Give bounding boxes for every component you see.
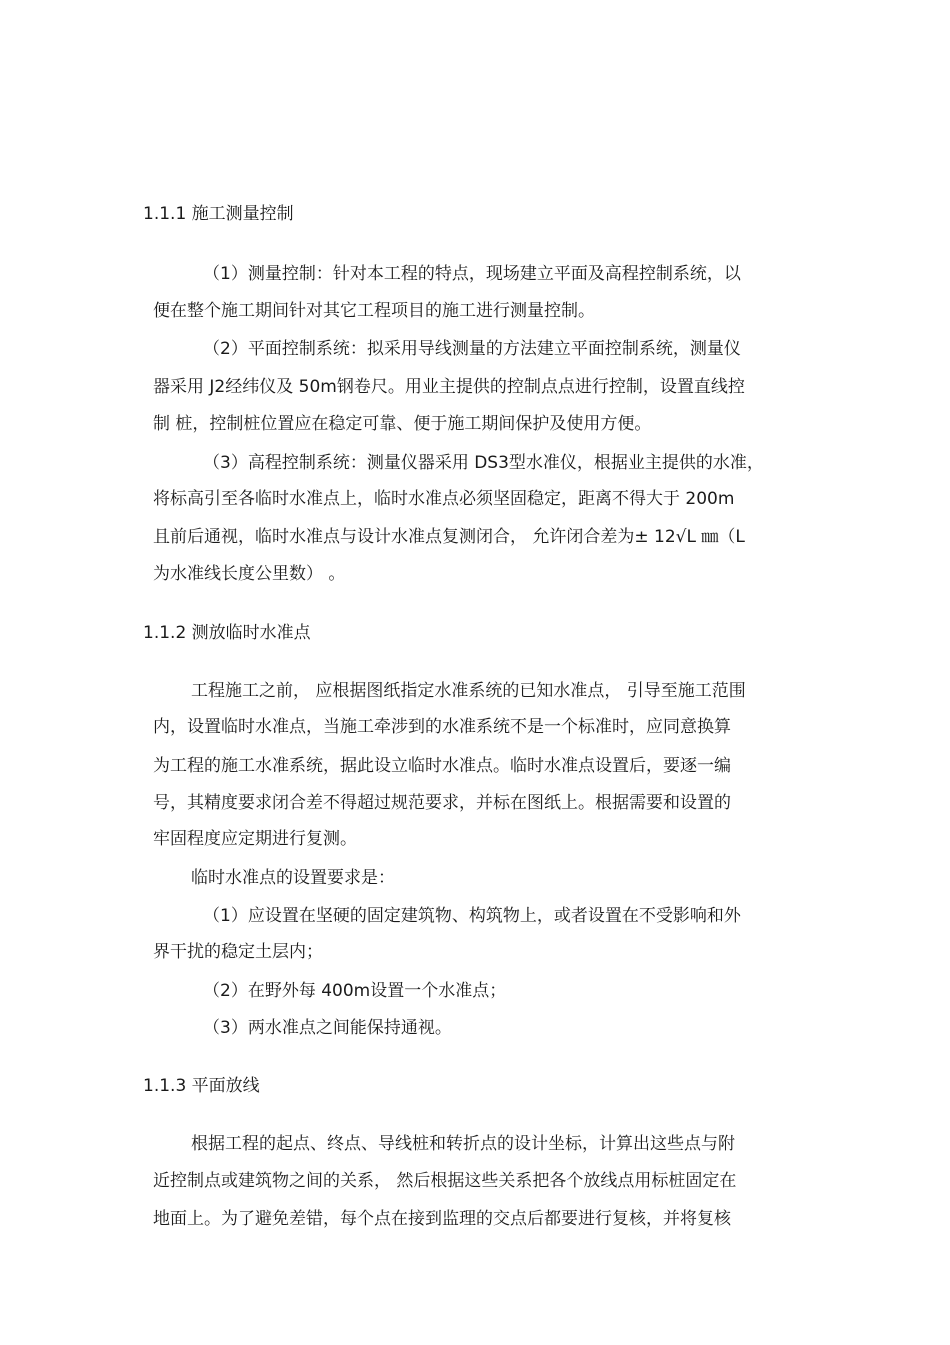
- paragraph-line: 地面上。为了避免差错，每个点在接到监理的交点后都要进行复核，并将复核: [153, 1209, 731, 1229]
- paragraph-line: 根据工程的起点、终点、导线桩和转折点的设计坐标，计算出这些点与附: [191, 1134, 735, 1154]
- paragraph-line: 内，设置临时水准点，当施工牵涉到的水准系统不是一个标准时，应同意换算: [153, 717, 731, 737]
- paragraph-line: 号，其精度要求闭合差不得超过规范要求，并标在图纸上。根据需要和设置的: [153, 793, 731, 813]
- paragraph-line: （1）测量控制：针对本工程的特点，现场建立平面及高程控制系统，以: [203, 264, 741, 284]
- paragraph-line: 牢固程度应定期进行复测。: [153, 829, 357, 849]
- paragraph-line: 为工程的施工水准系统，据此设立临时水准点。临时水准点设置后，要逐一编: [153, 756, 731, 776]
- heading-1-1-1: 1.1.1 施工测量控制: [143, 204, 294, 224]
- heading-1-1-2: 1.1.2 测放临时水准点: [143, 623, 311, 643]
- paragraph-line: 工程施工之前， 应根据图纸指定水准系统的已知水准点， 引导至施工范围: [191, 681, 746, 701]
- paragraph-line: 为水准线长度公里数） 。: [153, 564, 346, 584]
- paragraph-line: 便在整个施工期间针对其它工程项目的施工进行测量控制。: [153, 301, 595, 321]
- paragraph-line: （1）应设置在坚硬的固定建筑物、构筑物上，或者设置在不受影响和外: [203, 906, 741, 926]
- paragraph-line: 近控制点或建筑物之间的关系， 然后根据这些关系把各个放线点用标桩固定在: [153, 1171, 737, 1191]
- paragraph-line: 将标高引至各临时水准点上，临时水准点必须坚固稳定，距离不得大于 200m: [153, 489, 735, 509]
- paragraph-line: （2）平面控制系统：拟采用导线测量的方法建立平面控制系统，测量仪: [203, 339, 741, 359]
- heading-1-1-3: 1.1.3 平面放线: [143, 1076, 260, 1096]
- paragraph-line: 且前后通视，临时水准点与设计水准点复测闭合， 允许闭合差为± 12√L ㎜（L: [153, 527, 745, 547]
- paragraph-line: （3）高程控制系统：测量仪器采用 DS3型水准仪，根据业主提供的水准，: [203, 453, 764, 473]
- paragraph-line: 制 桩，控制桩位置应在稳定可靠、便于施工期间保护及使用方便。: [153, 414, 652, 434]
- paragraph-line: 临时水准点的设置要求是：: [191, 868, 395, 888]
- paragraph-line: （2）在野外每 400m设置一个水准点；: [203, 981, 507, 1001]
- paragraph-line: 界干扰的稳定土层内；: [153, 942, 323, 962]
- paragraph-line: （3）两水准点之间能保持通视。: [203, 1018, 452, 1038]
- paragraph-line: 器采用 J2经纬仪及 50m钢卷尺。用业主提供的控制点点进行控制，设置直线控: [153, 377, 745, 397]
